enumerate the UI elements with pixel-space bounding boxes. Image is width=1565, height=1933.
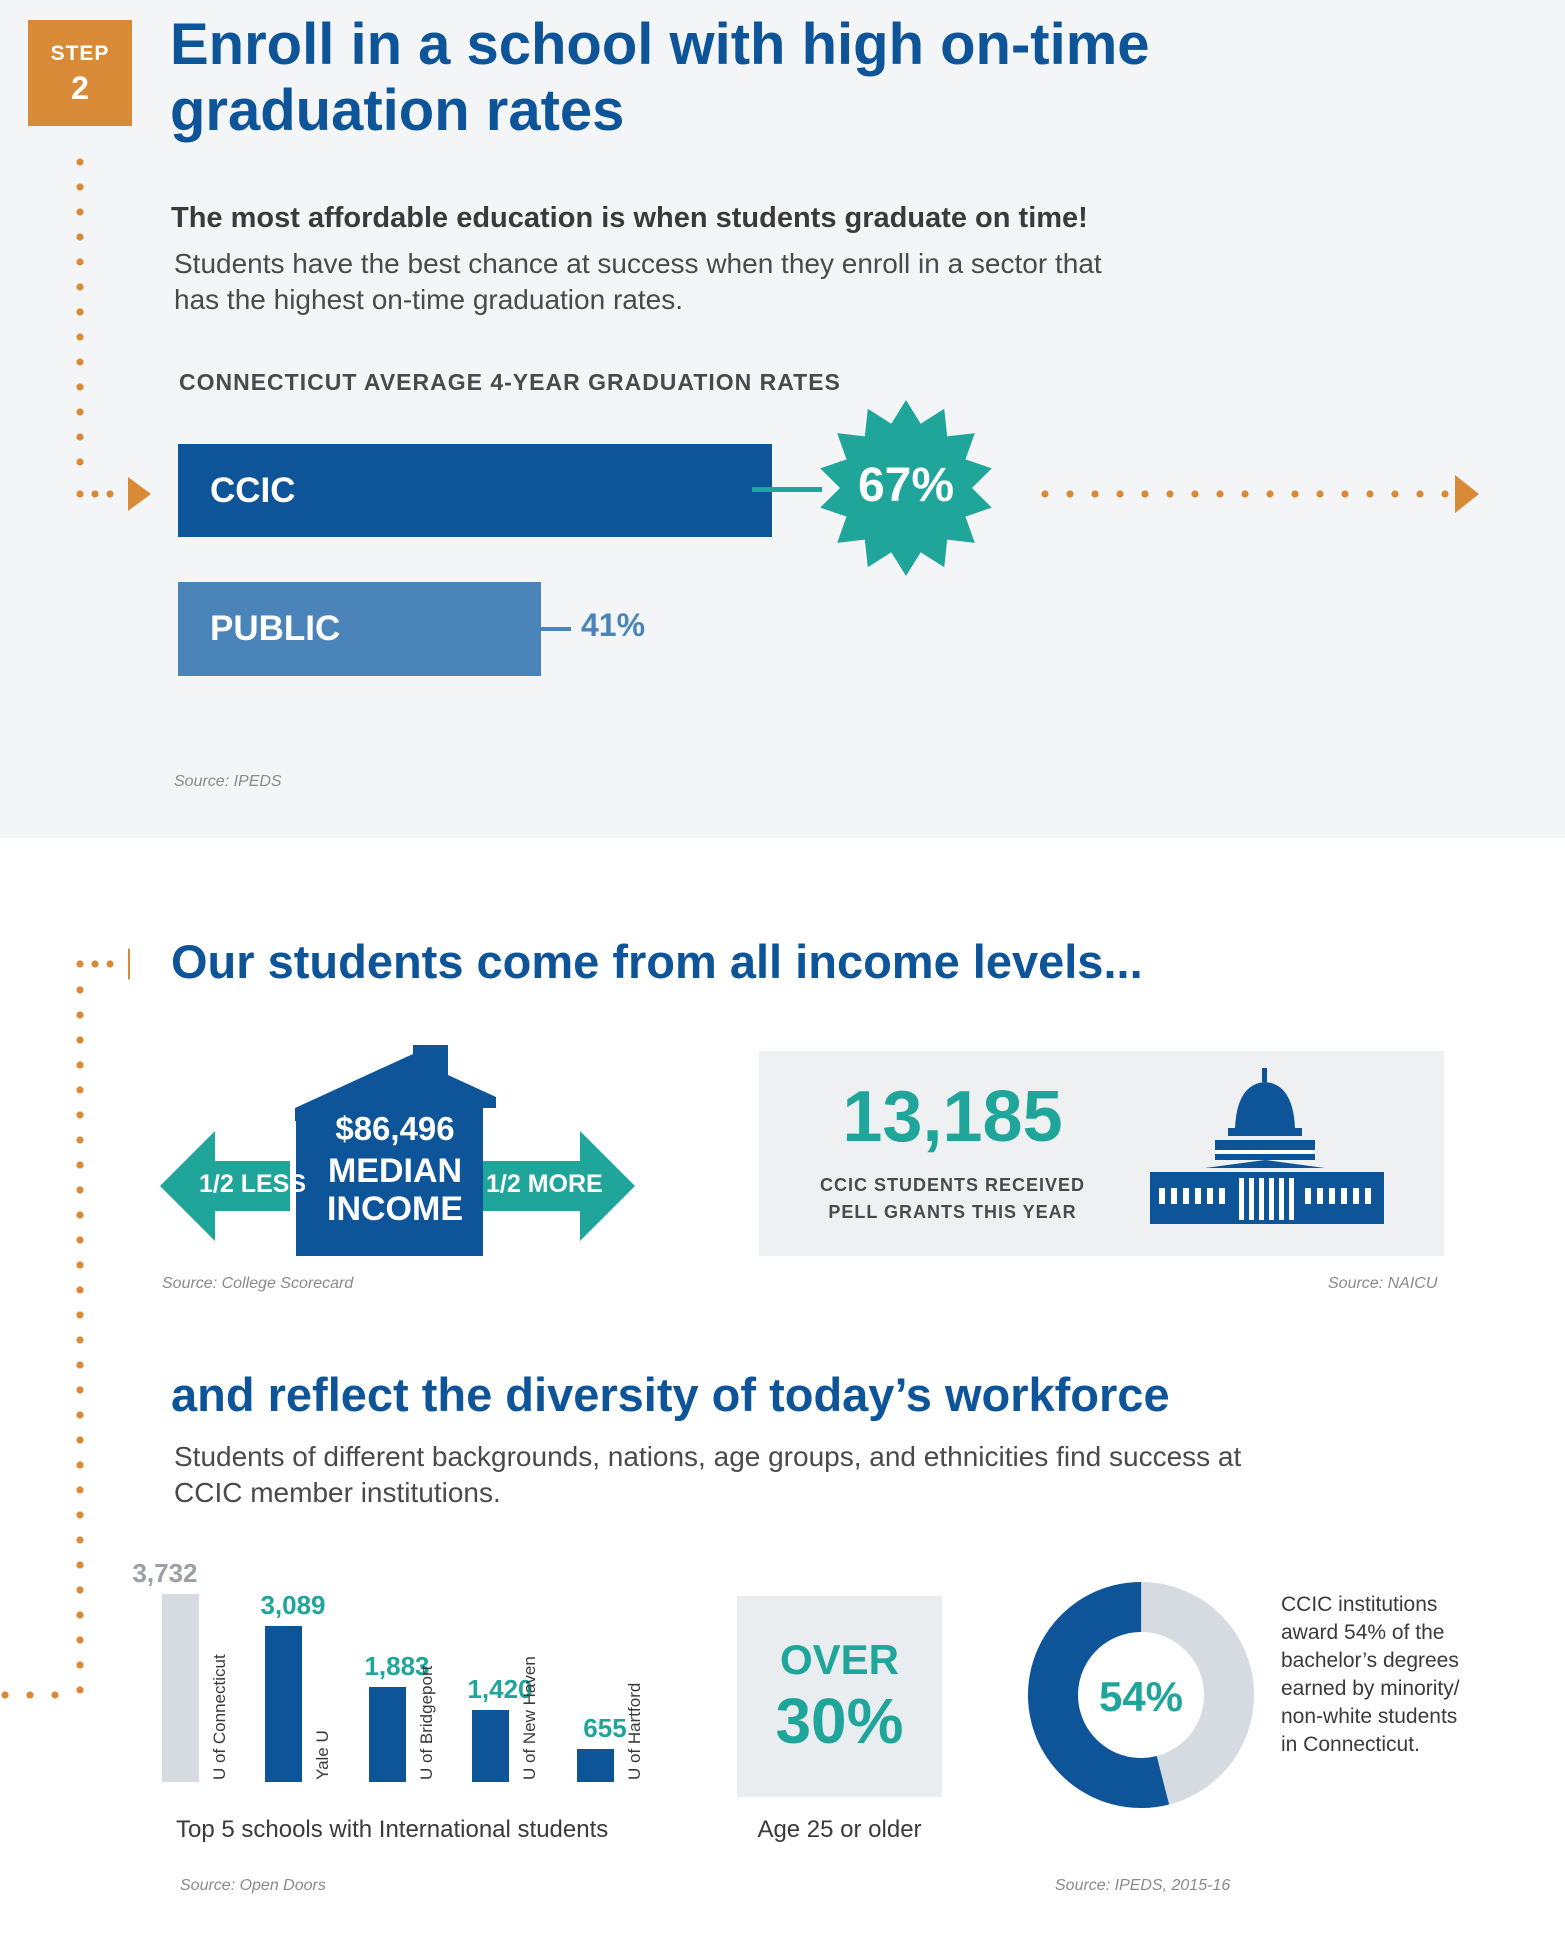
median-income-label <box>295 1152 495 1228</box>
median-income-value: $86,496 <box>335 1110 455 1147</box>
capitol-icon <box>1145 1068 1390 1228</box>
connector-dot <box>76 1561 83 1568</box>
connector-dot <box>76 1336 83 1343</box>
intl-value-label: 3,732 <box>132 1558 198 1588</box>
intl-value-label: 1,883 <box>364 1651 430 1681</box>
minority-text-line: in Connecticut. <box>1281 1733 1420 1756</box>
connector-dot <box>76 1311 83 1318</box>
age-caption: Age 25 or older <box>757 1816 922 1843</box>
connector-dot <box>1341 490 1348 497</box>
connector-dot <box>76 383 83 390</box>
connector-dot <box>76 208 83 215</box>
connector-dot <box>1291 490 1298 497</box>
pell-caption-line1: CCIC STUDENTS RECEIVED <box>819 1175 1086 1195</box>
ccic-value-label: 67% <box>857 459 955 512</box>
intl-caption: Top 5 schools with International students <box>176 1816 609 1843</box>
window-shape <box>1353 1188 1359 1204</box>
column-shape <box>1279 1178 1284 1220</box>
connector-dot <box>26 1691 33 1698</box>
less-label: 1/2 LESS <box>199 1170 306 1198</box>
intl-value-label: 3,089 <box>260 1590 326 1620</box>
connector-dot <box>1041 490 1048 497</box>
connector-dot <box>51 1691 58 1698</box>
connector-dot <box>1391 490 1398 497</box>
lead-line2: has the highest on-time graduation rates. <box>174 284 683 315</box>
intl-bar <box>577 1749 614 1782</box>
connector-dot <box>76 490 83 497</box>
minority-text-line: CCIC institutions <box>1281 1593 1438 1616</box>
connector-dot <box>76 986 83 993</box>
age-card <box>737 1596 942 1797</box>
connector-dot <box>1 1691 8 1698</box>
section2-title: Our students come from all income levels... <box>171 935 1143 988</box>
intl-school-label: U of Bridgeport <box>417 1665 436 1780</box>
minority-text-line: earned by minority/ <box>1281 1677 1460 1700</box>
connector-dot <box>76 308 83 315</box>
connector-dot <box>76 1386 83 1393</box>
minority-text-line: award 54% of the <box>1281 1621 1445 1644</box>
lead-bold: The most affordable education is when students graduate on time! <box>171 202 1088 234</box>
connector-dot <box>1141 490 1148 497</box>
column-shape <box>1249 1178 1254 1220</box>
minority-text <box>1281 1591 1460 1759</box>
connector-dot <box>1191 490 1198 497</box>
connector-dot <box>1166 490 1173 497</box>
dotted-connector-bottom <box>0 900 130 1720</box>
bar-ccic <box>178 444 772 537</box>
connector-dot <box>76 960 83 967</box>
connector-dot <box>76 258 83 265</box>
connector-dot <box>1416 490 1423 497</box>
connector-dot <box>76 283 83 290</box>
intl-school-label: U of Connecticut <box>210 1654 229 1780</box>
column-shape <box>1269 1178 1274 1220</box>
connector-dot <box>1316 490 1323 497</box>
connector-dot <box>76 333 83 340</box>
source-scorecard: Source: College Scorecard <box>162 1275 354 1292</box>
connector-dot <box>106 490 113 497</box>
section1-title-line2: graduation rates <box>170 78 625 143</box>
pell-value: 13,185 <box>842 1077 1063 1157</box>
intl-school-label: Yale U <box>313 1730 332 1780</box>
connector-dot <box>1241 490 1248 497</box>
intl-value-label: 655 <box>583 1713 627 1743</box>
connector-dot <box>76 1511 83 1518</box>
connector-dot <box>1266 490 1273 497</box>
connector-dot <box>76 358 83 365</box>
connector-dot <box>76 1486 83 1493</box>
intl-bar <box>265 1626 302 1782</box>
median-income-line2: INCOME <box>327 1190 463 1228</box>
connector-dot <box>1216 490 1223 497</box>
connector-dot <box>76 1161 83 1168</box>
connector-dot <box>76 158 83 165</box>
intl-school-label: U of New Haven <box>520 1656 539 1780</box>
step-number: 2 <box>71 70 89 106</box>
chart-label: CONNECTICUT AVERAGE 4-YEAR GRADUATION RATES <box>179 369 841 395</box>
intl-bar <box>369 1687 406 1782</box>
more-label: 1/2 MORE <box>486 1170 603 1198</box>
connector-dot <box>76 1136 83 1143</box>
window-shape <box>1207 1188 1213 1204</box>
lead-line1: Students have the best chance at success when they enroll in a sector that <box>174 248 1102 279</box>
window-shape <box>1159 1188 1165 1204</box>
intl-bar <box>162 1594 199 1782</box>
source-ipeds: Source: IPEDS <box>174 773 282 790</box>
section3-title: and reflect the diversity of today’s workforce <box>171 1368 1170 1421</box>
donut-label: 54% <box>1098 1673 1184 1720</box>
bar-public <box>178 582 541 676</box>
connector-dot <box>76 1286 83 1293</box>
connector-dot <box>76 1661 83 1668</box>
connector-dot <box>76 408 83 415</box>
connector-dot <box>91 960 98 967</box>
connector-dot <box>1116 490 1123 497</box>
window-shape <box>1183 1188 1189 1204</box>
window-shape <box>1341 1188 1347 1204</box>
source-open-doors: Source: Open Doors <box>180 1877 326 1894</box>
window-shape <box>1365 1188 1371 1204</box>
minority-text-line: bachelor’s degrees <box>1281 1649 1459 1672</box>
connector-dot <box>1441 490 1448 497</box>
ccic-connector <box>752 487 822 492</box>
window-shape <box>1317 1188 1323 1204</box>
intl-value-label: 1,420 <box>467 1674 533 1704</box>
connector-dot <box>76 1586 83 1593</box>
age-over: OVER <box>779 1636 900 1683</box>
intl-school-label: U of Hartford <box>625 1682 644 1780</box>
connector-dot <box>76 1411 83 1418</box>
public-value-label: 41% <box>581 607 646 643</box>
connector-dot <box>1091 490 1098 497</box>
connector-dot <box>76 1361 83 1368</box>
window-shape <box>1171 1188 1177 1204</box>
connector-dot <box>76 1611 83 1618</box>
connector-dot <box>76 183 83 190</box>
section3-lead-line2: CCIC member institutions. <box>174 1477 501 1508</box>
window-shape <box>1305 1188 1311 1204</box>
pell-caption <box>780 1172 1125 1226</box>
connector-dot <box>1066 490 1073 497</box>
connector-dot <box>76 1236 83 1243</box>
connector-dot <box>76 1111 83 1118</box>
connector-dot <box>76 433 83 440</box>
source-ipeds-2015: Source: IPEDS, 2015-16 <box>1055 1877 1231 1894</box>
pell-caption-line2: PELL GRANTS THIS YEAR <box>828 1202 1077 1222</box>
minority-text-line: non-white students <box>1281 1705 1458 1728</box>
connector-dot <box>76 233 83 240</box>
window-shape <box>1219 1188 1225 1204</box>
connector-dot <box>76 458 83 465</box>
public-connector <box>541 627 571 631</box>
source-naicu: Source: NAICU <box>1328 1275 1438 1292</box>
window-shape <box>1195 1188 1201 1204</box>
column-shape <box>1259 1178 1264 1220</box>
connector-dot <box>76 1211 83 1218</box>
arrow-left-icon <box>128 477 151 511</box>
arrow-right-icon <box>128 948 130 980</box>
column-shape <box>1239 1178 1244 1220</box>
connector-dot <box>76 1436 83 1443</box>
dotted-connector-top <box>0 0 1565 838</box>
connector-dot <box>76 1036 83 1043</box>
connector-dot <box>76 1636 83 1643</box>
arrow-right-icon <box>1455 475 1479 513</box>
connector-dot <box>106 960 113 967</box>
connector-dot <box>1366 490 1373 497</box>
connector-dot <box>76 1686 83 1693</box>
median-income-line1: MEDIAN <box>327 1152 463 1190</box>
connector-dot <box>76 1461 83 1468</box>
bar-public-label: PUBLIC <box>210 609 341 648</box>
connector-dot <box>76 1261 83 1268</box>
bar-ccic-label: CCIC <box>210 470 296 510</box>
connector-dot <box>76 1536 83 1543</box>
section3-lead-line1: Students of different backgrounds, nations, age groups, and ethnicities find success at <box>174 1441 1242 1472</box>
connector-dot <box>76 1086 83 1093</box>
window-shape <box>1329 1188 1335 1204</box>
intl-bar <box>472 1710 509 1782</box>
connector-dot <box>76 1061 83 1068</box>
section1-title-line1: Enroll in a school with high on-time <box>170 12 1150 77</box>
connector-dot <box>91 490 98 497</box>
column-shape <box>1289 1178 1294 1220</box>
age-value: 30% <box>775 1685 904 1757</box>
step-label: STEP <box>50 42 110 65</box>
connector-dot <box>76 1186 83 1193</box>
connector-dot <box>76 1011 83 1018</box>
